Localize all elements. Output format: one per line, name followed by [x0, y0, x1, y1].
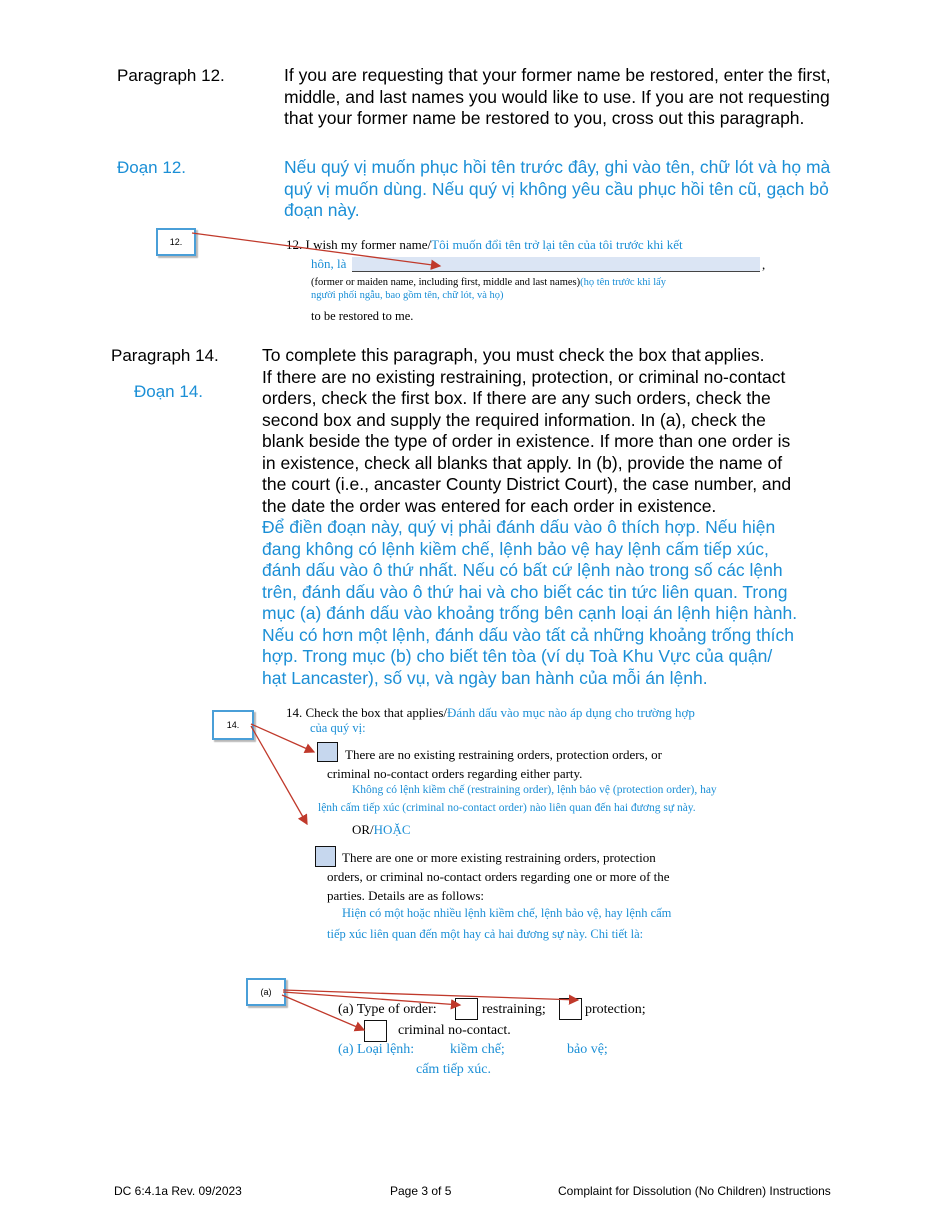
paragraph-12-label: Paragraph 12.	[117, 66, 225, 85]
vi-criminal: cấm tiếp xúc.	[416, 1062, 492, 1077]
or-en: OR/	[352, 822, 374, 837]
arrow-14-first	[251, 724, 314, 752]
form-12-line2: hôn, là	[311, 256, 347, 271]
form-12-line3-en: (former or maiden name, including first, middle and last names)	[311, 277, 581, 288]
callout-12: 12.	[156, 228, 196, 256]
protection-label: protection;	[585, 1002, 646, 1017]
arrow-a-criminal	[282, 995, 364, 1030]
footer-page-number: Page 3 of 5	[390, 1184, 452, 1198]
callout-14: 14.	[212, 710, 254, 740]
vi-restraining: kiềm chế;	[450, 1042, 505, 1057]
opt2-line3: parties. Details are as follows:	[327, 888, 485, 903]
footer-form-code: DC 6:4.1a Rev. 09/2023	[114, 1184, 242, 1198]
opt1-line2: criminal no-contact orders regarding either party.	[327, 766, 583, 781]
form-12-line1-vi: Tôi muốn đổi tên trở lại tên của tôi trước khi kết	[431, 237, 683, 252]
opt2-line2: orders, or criminal no-contact orders regarding one or more of the	[327, 869, 670, 884]
form-12-comma: ,	[762, 257, 766, 272]
paragraph-14-label-vi: Đoạn 14.	[134, 382, 203, 401]
p14-line: To complete this paragraph, you must check the box that applies.	[262, 345, 765, 365]
or-vi: HOẶC	[373, 822, 411, 837]
p14-line: orders, check the first box. If there are any such orders, check the	[262, 388, 771, 408]
p14-line-vi: Để điền đoạn này, quý vị phải đánh dấu vào ô thích hợp. Nếu hiện	[262, 517, 776, 537]
arrow-12	[192, 233, 440, 266]
opt2-vi1: Hiện có một hoặc nhiều lệnh kiềm chế, lệnh bảo vệ, hay lệnh cấm	[342, 906, 672, 920]
form-14-num: 14.	[286, 705, 303, 720]
paragraph-14-label: Paragraph 14.	[111, 346, 219, 365]
criminal-no-contact-label: criminal no-contact.	[398, 1023, 511, 1038]
vi-protection: bảo vệ;	[567, 1042, 608, 1057]
opt1-line1: There are no existing restraining orders, protection orders, or	[345, 747, 662, 762]
p14-line: If there are no existing restraining, protection, or criminal no-contact	[262, 366, 786, 387]
arrow-a-restraining	[283, 992, 460, 1005]
form-14-head-vi2: của quý vị:	[310, 721, 366, 735]
p14-line: the court (i.e., ancaster County District Court), the case number, and	[262, 474, 792, 494]
form-12-line5: to be restored to me.	[311, 309, 414, 323]
opt1-vi1: Không có lệnh kiềm chế (restraining order), lệnh bảo vệ (protection order), hay	[352, 784, 717, 796]
form-12-line3-vi: (họ tên trước khi lấy	[580, 277, 667, 288]
p14-line: in existence, check all blanks that apply. In (b), provide the name of	[262, 452, 783, 473]
opt1-vi2: lệnh cấm tiếp xúc (criminal no-contact order) nào liên quan đến hai đương sự này.	[318, 802, 696, 814]
p14-line-vi: mục (a) đánh dấu vào khoảng trống bên cạnh loại án lệnh hiện hành.	[262, 603, 798, 623]
p14-line: blank beside the type of order in existence. If more than one order is	[262, 431, 791, 451]
form-14-head-en: Check the box that applies/	[305, 705, 448, 720]
opt2-line1: There are one or more existing restraining orders, protection	[342, 850, 656, 865]
footer-title: Complaint for Dissolution (No Children) Instructions	[558, 1184, 831, 1198]
p14-line-vi: hợp. Trong mục (b) cho biết tên tòa (ví dụ Toà Khu Vực của quận/	[262, 646, 773, 666]
restraining-label: restraining;	[482, 1002, 546, 1017]
arrow-14-second	[251, 726, 307, 824]
callout-a: (a)	[246, 978, 286, 1006]
form-14-head-vi: Đánh dấu vào mục nào áp dụng cho trường hợp	[447, 705, 695, 720]
p14-line-vi: đang không có lệnh kiềm chế, lệnh bảo vệ hay lệnh cấm tiếp xúc,	[262, 538, 769, 559]
paragraph-12-text-vi: Nếu quý vị muốn phục hồi tên trước đây, ghi vào tên, chữ lót và họ mà quý vị muốn dùng. Nếu quý vị không yêu cầu phục hồi tên cũ, gạch bỏ đoạn này.	[284, 157, 831, 220]
form-12-line4-vi: người phối ngẫu, bao gồm tên, chữ lót, và họ)	[311, 290, 504, 301]
paragraph-12-label-vi: Đoạn 12.	[117, 158, 186, 177]
p14-line-vi: trên, đánh dấu vào ô thứ hai và cho biết các tin tức liên quan. Trong	[262, 581, 788, 602]
p14-line-vi: đánh dấu vào ô thứ nhất. Nếu có bất cứ lệnh nào trong số các lệnh	[262, 560, 783, 580]
opt2-vi2: tiếp xúc liên quan đến một hay cả hai đương sự này. Chi tiết là:	[327, 927, 644, 941]
form-12-num: 12.	[286, 237, 303, 252]
p14-line: second box and supply the required information. In (a), check the	[262, 409, 766, 430]
p14-line: the date the order was entered for each order in existence.	[262, 495, 717, 516]
p14-line-vi: Nếu có hơn một lệnh, đánh dấu vào tất cả những khoảng trống thích	[262, 624, 795, 645]
paragraph-12-text: If you are requesting that your former name be restored, enter the first, middle, and last names you would like to use. If you are not requesting that your former name be restored to you, cross out this paragraph.	[284, 65, 831, 128]
form-12-line1-en: I wish my former name/	[305, 237, 432, 252]
type-of-order-label: (a) Type of order:	[338, 1002, 437, 1017]
p14-line-vi: hạt Lancaster), số vụ, và ngày ban hành của mỗi án lệnh.	[262, 667, 708, 688]
vi-type-label: (a) Loại lệnh:	[338, 1042, 415, 1057]
